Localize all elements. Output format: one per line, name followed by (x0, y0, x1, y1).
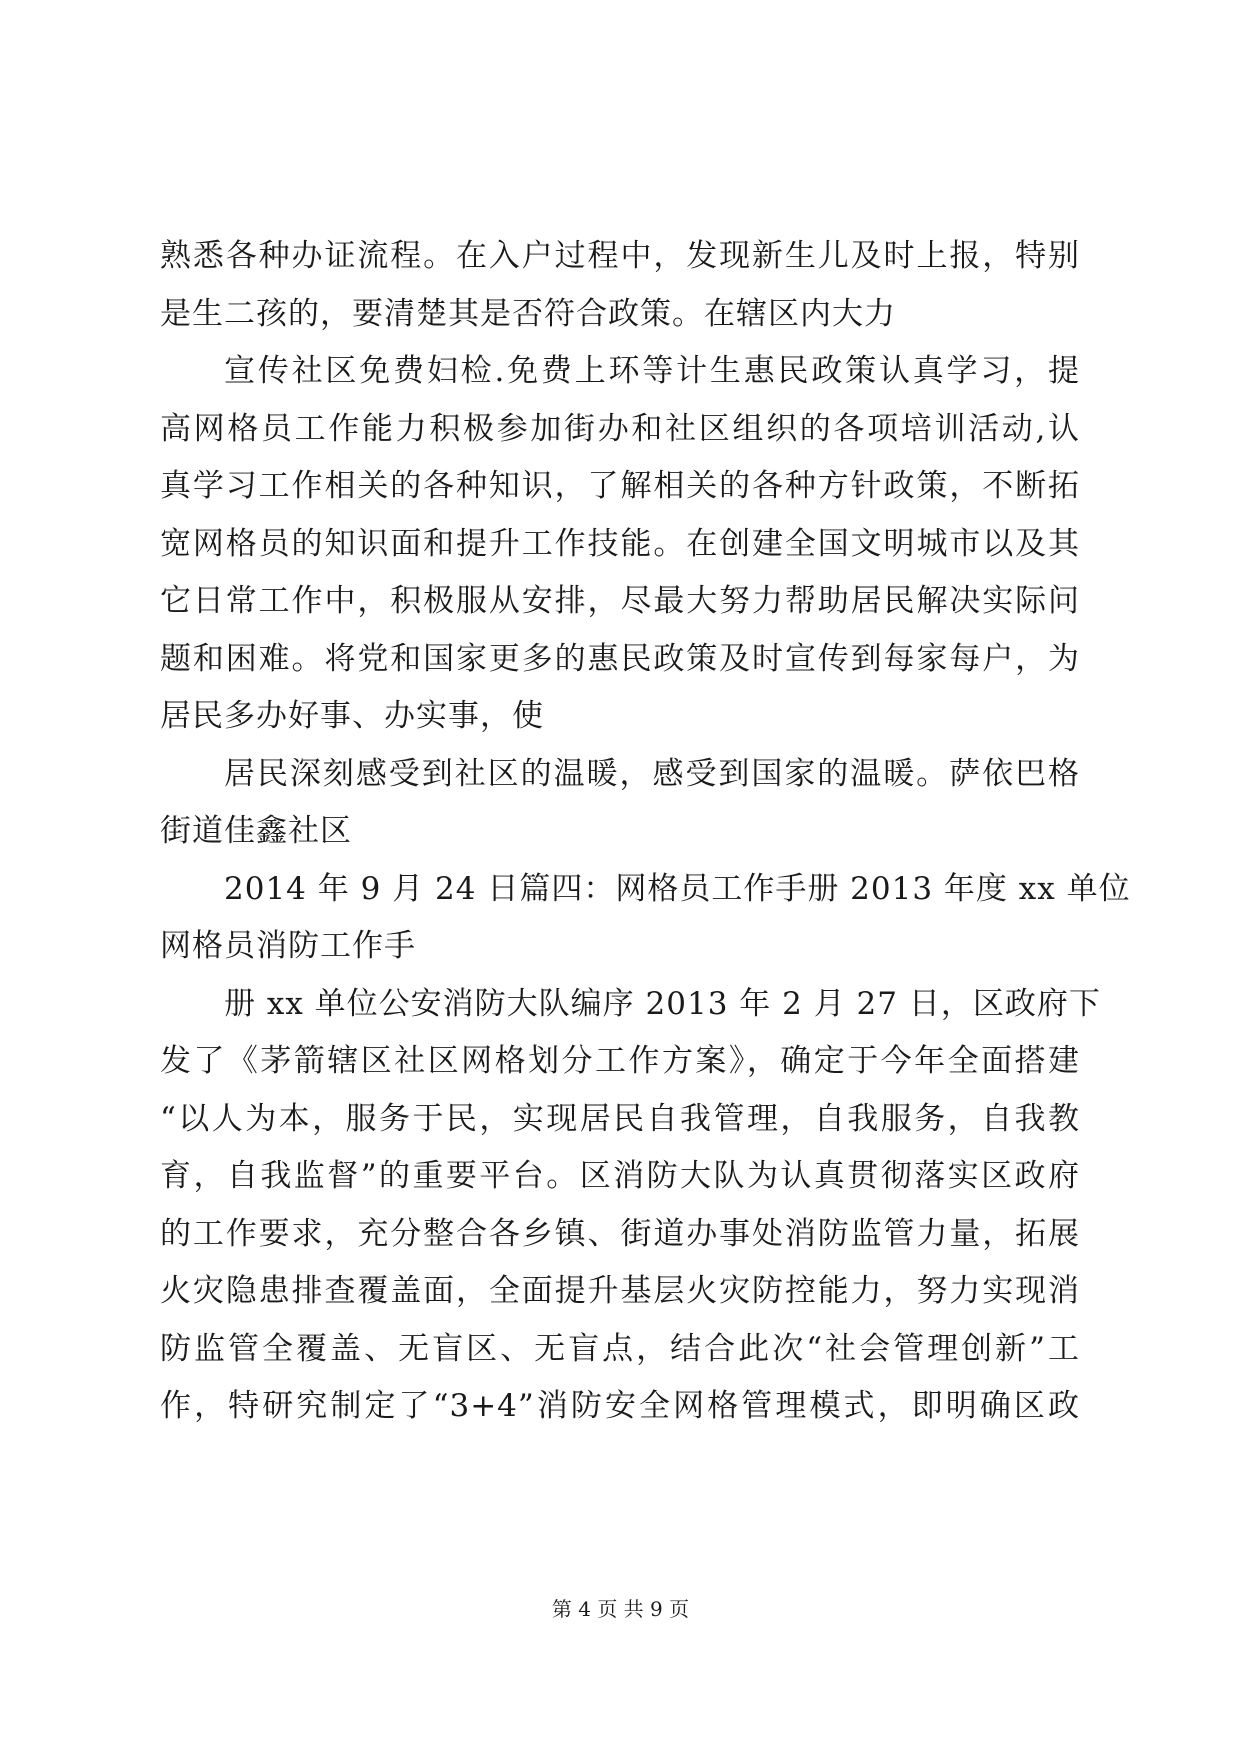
text-line-2: 是生二孩的，要清楚其是否符合政策。在辖区内大力 (160, 295, 896, 332)
text-line-9: 居民多办好事、办实事，使 (160, 698, 544, 734)
text-line-8: 题和困难。将党和国家更多的惠民政策及时宣传到每家每户，为 (160, 640, 1080, 677)
text-line-14: 册 xx 单位公安消防大队编序 2013 年 2 月 27 日，区政府下 (224, 985, 1101, 1022)
document-body (160, 228, 1131, 1436)
text-line-18: 的工作要求，充分整合各乡镇、街道办事处消防监管力量，拓展 (160, 1215, 1080, 1252)
text-line-12: 2014 年 9 月 24 日篇四：网格员工作手册 2013 年度 xx 单位 (224, 870, 1131, 907)
page-footer (0, 1595, 1241, 1623)
text-line-15: 发了《茅箭辖区社区网格划分工作方案》，确定于今年全面搭建 (160, 1043, 1080, 1079)
text-line-10: 居民深刻感受到社区的温暖，感受到国家的温暖。萨依巴格 (224, 755, 1080, 792)
text-line-21: 作，特研究制定了“3+4”消防安全网格管理模式，即明确区政 (160, 1388, 1080, 1424)
text-line-5: 真学习工作相关的各种知识，了解相关的各种方针政策，不断拓 (160, 468, 1080, 504)
page-number-label: 第 4 页 共 9 页 (551, 1597, 690, 1621)
text-line-1: 熟悉各种办证流程。在入户过程中，发现新生儿及时上报，特别 (160, 238, 1080, 274)
text-line-20: 防监管全覆盖、无盲区、无盲点，结合此次“社会管理创新”工 (160, 1330, 1080, 1367)
text-line-6: 宽网格员的知识面和提升工作技能。在创建全国文明城市以及其 (160, 525, 1080, 562)
text-line-7: 它日常工作中，积极服从安排，尽最大努力帮助居民解决实际问 (160, 583, 1080, 619)
text-line-19: 火灾隐患排查覆盖面，全面提升基层火灾防控能力，努力实现消 (160, 1273, 1080, 1309)
text-line-13: 网格员消防工作手 (160, 928, 416, 964)
text-line-17: 育，自我监督”的重要平台。区消防大队为认真贯彻落实区政府 (160, 1158, 1080, 1194)
text-line-16: “以人为本，服务于民，实现居民自我管理，自我服务，自我教 (160, 1100, 1080, 1137)
text-line-3: 宣传社区免费妇检.免费上环等计生惠民政策认真学习，提 (224, 353, 1080, 389)
text-line-11: 街道佳鑫社区 (160, 813, 352, 849)
text-line-4: 高网格员工作能力积极参加街办和社区组织的各项培训活动,认 (160, 410, 1080, 447)
